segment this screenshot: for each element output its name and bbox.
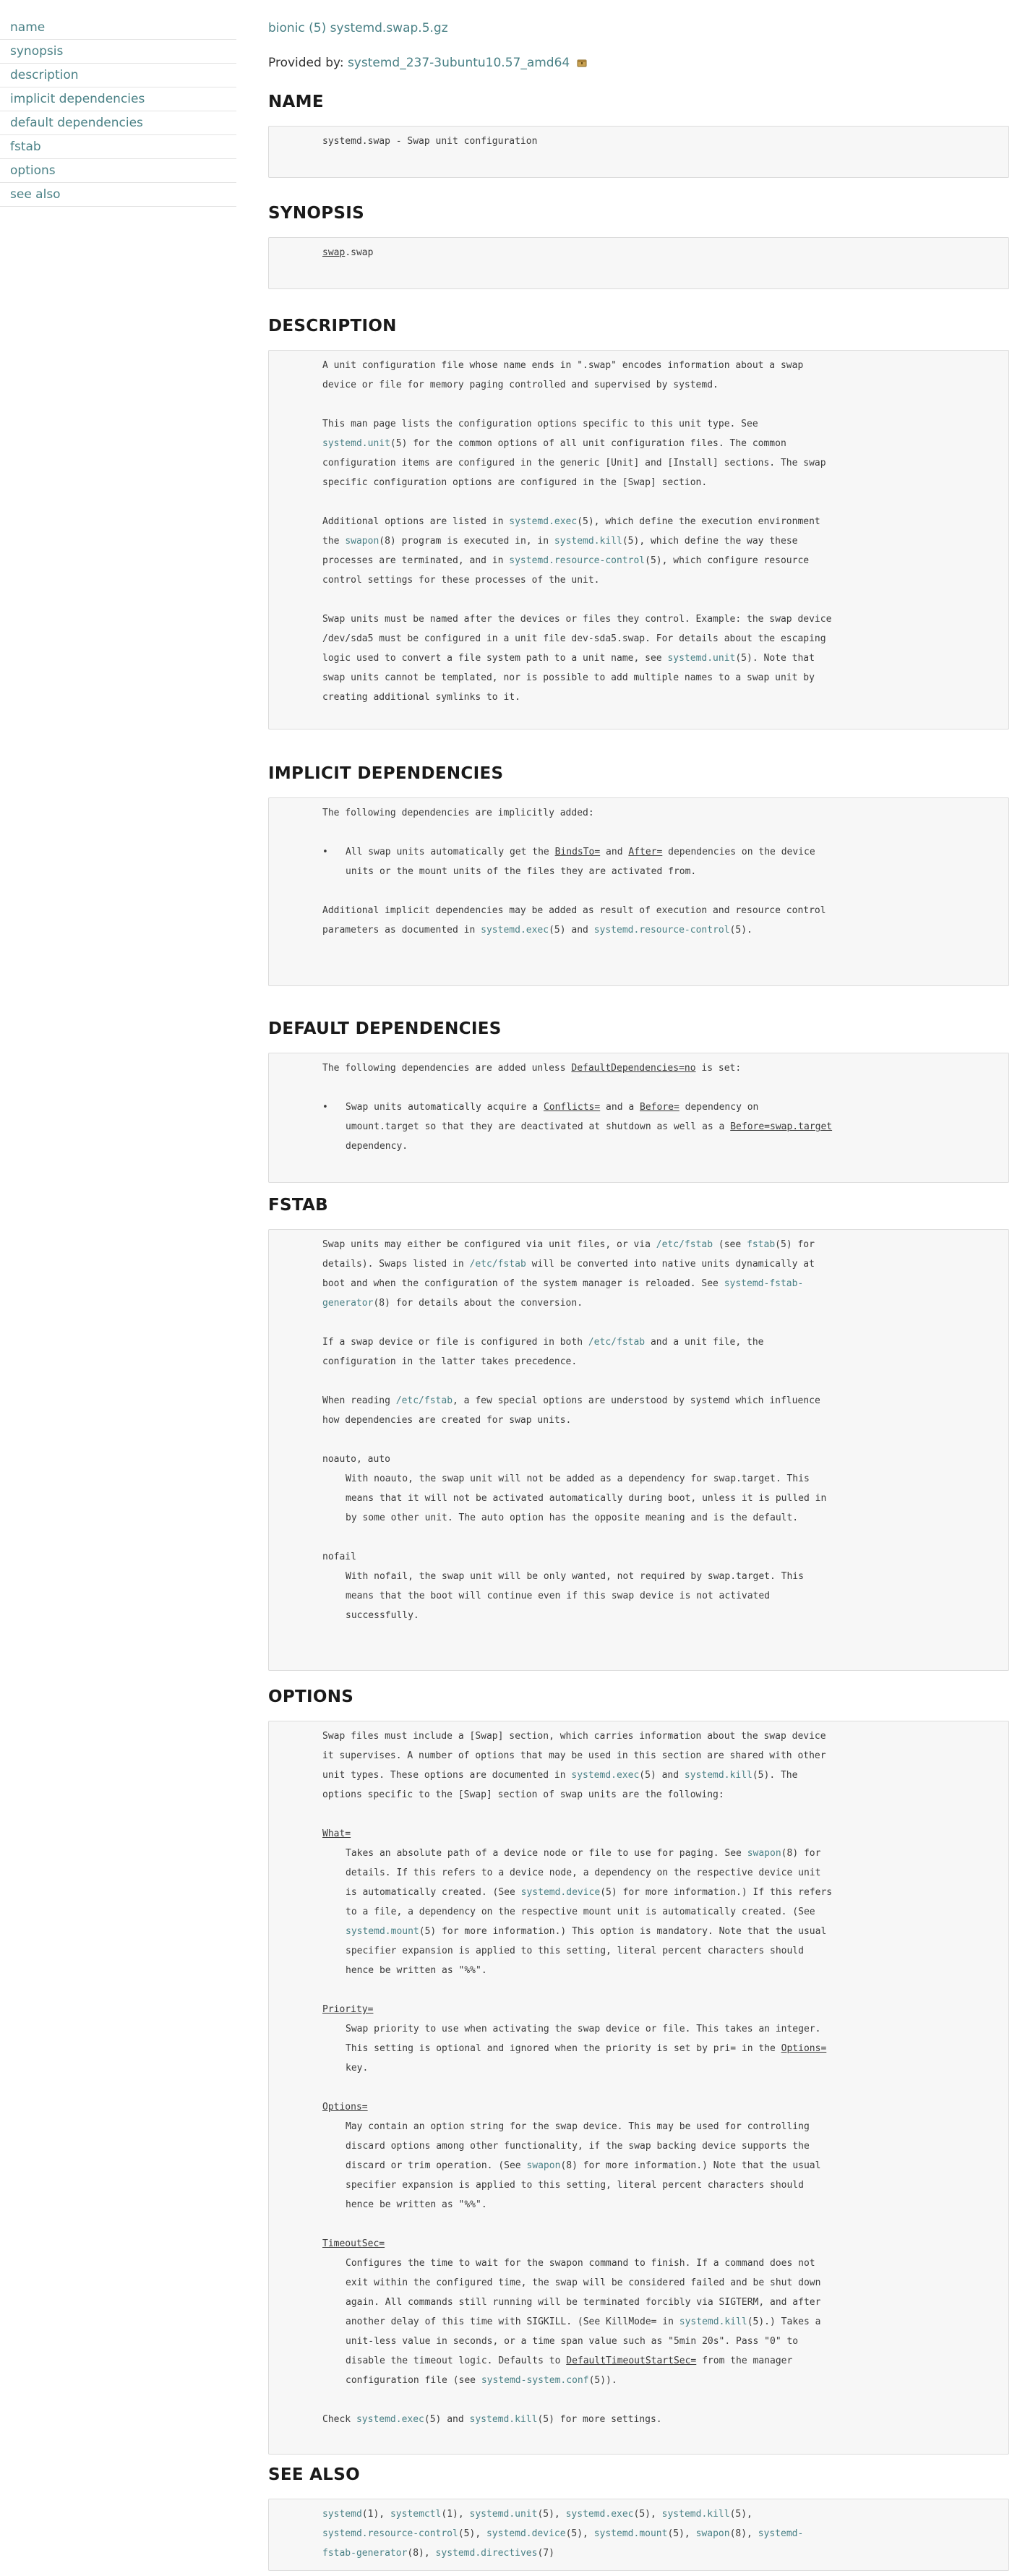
- description-box: A unit configuration file whose name ends in ".swap" encodes information about a swap device or file for memory paging controlled and supervised by systemd. This man page lists the configuration options specific to this unit type. See systemd.unit(5) for the common options of all unit configuration files. The common configuration items are configured in the generic [Unit] and [Install] sections. The swap specific configuration options are configured in the [Swap] section. Additional options are listed in systemd.exec(5), which define the execution environment the swapon(8) program is executed in, in systemd.kill(5), which define the way these processes are terminated, and in systemd.resource-control(5), which configure resource control settings for these processes of the unit. Swap units must be named after the devices or files they control. Example: the swap device /dev/sda5 must be configured in a unit file dev-sda5.swap. For details about the escaping logic used to convert a file system path to a unit name, see systemd.unit(5). Note that swap units cannot be templated, nor is possible to add multiple names to a swap unit by creating additional symlinks to it.: [268, 350, 1009, 729]
- see-also-suffix: (7): [537, 2548, 554, 2559]
- sidebar-item-options[interactable]: options: [0, 159, 236, 183]
- option-term: What=: [322, 1828, 351, 1839]
- link-etc-fstab[interactable]: /etc/fstab: [656, 1239, 713, 1250]
- section-title-name: NAME: [268, 93, 324, 111]
- package-icon: [577, 55, 587, 65]
- section-title-description: DESCRIPTION: [268, 317, 397, 335]
- option-term: TimeoutSec=: [322, 2238, 385, 2249]
- see-also-link[interactable]: systemd-: [758, 2528, 804, 2539]
- see-also-link[interactable]: systemd.kill: [661, 2509, 730, 2520]
- breadcrumb-release-link[interactable]: bionic: [268, 21, 305, 35]
- see-also-link[interactable]: systemd.resource-control: [322, 2528, 458, 2539]
- see-also-suffix: (5),: [565, 2528, 594, 2539]
- package-link[interactable]: systemd_237-3ubuntu10.57_amd64: [347, 56, 570, 70]
- sidebar-item-name[interactable]: name: [0, 16, 236, 40]
- link-systemd-unit-2[interactable]: systemd.unit: [667, 653, 736, 664]
- provided-by: [268, 54, 1009, 72]
- link-etc-fstab-2[interactable]: /etc/fstab: [469, 1259, 526, 1270]
- see-also-line-3: [322, 2543, 994, 2563]
- sidebar-item-fstab[interactable]: fstab: [0, 135, 236, 159]
- see-also-line-1: [322, 2504, 994, 2524]
- link-systemd-exec[interactable]: systemd.exec: [509, 516, 578, 527]
- option-term: nofail: [322, 1552, 356, 1562]
- link-swapon-3[interactable]: swapon: [526, 2160, 561, 2171]
- see-also-suffix: (8),: [729, 2528, 758, 2539]
- sidebar-nav: [0, 16, 236, 207]
- section-title-synopsis: SYNOPSIS: [268, 204, 364, 223]
- link-systemd-mount[interactable]: systemd.mount: [346, 1926, 419, 1937]
- default-box: The following dependencies are added unless DefaultDependencies=no is set: • Swap units automatically acquire a Conflicts= and a Before= dependency on umount.target so that they are deactivated at shutdown as well as a Before=swap.target dependency.: [268, 1053, 1009, 1183]
- sidebar-item-synopsis[interactable]: synopsis: [0, 40, 236, 64]
- option-term: noauto, auto: [322, 1454, 390, 1465]
- link-fstab[interactable]: fstab: [747, 1239, 776, 1250]
- see-also-link[interactable]: systemctl: [390, 2509, 442, 2520]
- link-systemd-kill-4[interactable]: systemd.kill: [469, 2414, 538, 2425]
- link-systemd-resource-control[interactable]: systemd.resource-control: [509, 555, 646, 566]
- options-box: Swap files must include a [Swap] section, which carries information about the swap device it supervises. A number of options that may be used in this section are shared with other unit types. These options are documented in systemd.exec(5) and systemd.kill(5). The options specific to the [Swap] section of swap units are the following: What= Takes an absolute path of a device node or file to use for paging. See swapon(8) for details. If this refers to a device node, a dependency on the respective device unit is automatically created. (See systemd.device(5) for more information.) If this refers to a file, a dependency on the respective mount unit is automatically created. (See systemd.mount(5) for more information.) This option is mandatory. Note that the usual specifier expansion is applied to this setting, literal percent characters should hence be written as "%%". Priority= Swap priority to use when activating the swap device or file. This takes an integer. This setting is optional and ignored when the priority is set by pri= in the Options= key. Options= May contain an option string for the swap device. This may be used for controlling discard options among other functionality, if the swap backing device supports the discard or trim operation. (See swapon(8) for more information.) Note that the usual specifier expansion is applied to this setting, literal percent characters should hence be written as "%%". TimeoutSec= Configures the time to wait for the swapon command to finish. If a command does not exit within the configured time, the swap will be considered failed and be shut down again. All commands still running will be terminated forcibly via SIGTERM, and after another delay of this time with SIGKILL. (See KillMode= in systemd.kill(5).) Takes a unit-less value in seconds, or a time span value such as "5min 20s". Pass "0" to disable the timeout logic. Defaults to DefaultTimeoutStartSec= from the manager configuration file (see systemd-system.conf(5)). Check systemd.exec(5) and systemd.kill(5) for more settings.: [268, 1721, 1009, 2455]
- link-systemd-kill-3[interactable]: systemd.kill: [679, 2316, 747, 2327]
- link-systemd-fstab-generator-cont[interactable]: generator: [322, 1298, 374, 1309]
- section-title-implicit-dependencies: IMPLICIT DEPENDENCIES: [268, 764, 504, 783]
- sidebar-item-implicit-dependencies[interactable]: implicit dependencies: [0, 87, 236, 111]
- synopsis-swap: swap: [322, 247, 346, 258]
- link-etc-fstab-4[interactable]: /etc/fstab: [395, 1395, 453, 1406]
- see-also-suffix: (5),: [458, 2528, 486, 2539]
- name-text: systemd.swap - Swap unit configuration: [322, 136, 538, 147]
- link-systemd-unit[interactable]: systemd.unit: [322, 438, 390, 449]
- link-systemd-device[interactable]: systemd.device: [520, 1887, 601, 1898]
- link-systemd-system-conf[interactable]: systemd-system.conf: [481, 2375, 589, 2386]
- link-systemd-exec-2[interactable]: systemd.exec: [481, 925, 549, 936]
- see-also-suffix: (5),: [667, 2528, 696, 2539]
- see-also-line-2: [322, 2524, 994, 2543]
- see-also-box: [268, 2499, 1009, 2571]
- name-box: [268, 126, 1009, 178]
- main-content: [268, 19, 1009, 2559]
- implicit-box: The following dependencies are implicitly added: • All swap units automatically get the BindsTo= and After= dependencies on the device units or the mount units of the files they are activated from. Additional implicit dependencies may be added as result of execution and resource control parameters as documented in systemd.exec(5) and systemd.resource-control(5).: [268, 797, 1009, 986]
- section-title-default-dependencies: DEFAULT DEPENDENCIES: [268, 1019, 502, 1038]
- see-also-suffix: (8),: [407, 2548, 436, 2559]
- link-swapon-2[interactable]: swapon: [747, 1848, 781, 1859]
- link-systemd-exec-4[interactable]: systemd.exec: [356, 2414, 424, 2425]
- link-swapon[interactable]: swapon: [345, 536, 380, 547]
- see-also-link[interactable]: systemd.device: [486, 2528, 566, 2539]
- fstab-box: Swap units may either be configured via unit files, or via /etc/fstab (see fstab(5) for details). Swaps listed in /etc/fstab will be converted into native units dynamically at boot and when the configuration of the system manager is reloaded. See systemd-fstab- generator(8) for details about the conversion. If a swap device or file is configured in both /etc/fstab and a unit file, the configuration in the latter takes precedence. When reading /etc/fstab, a few special options are understood by systemd which influence how dependencies are created for swap units. noauto, auto With noauto, the swap unit will not be added as a dependency for swap.target. This means that it will not be activated automatically during boot, unless it is pulled in by some other unit. The auto option has the opposite meaning and is the default. nofail With nofail, the swap unit will be only wanted, not required by swap.target. This means that the boot will continue even if this swap device is not activated successfully.: [268, 1229, 1009, 1671]
- section-title-options: OPTIONS: [268, 1687, 354, 1706]
- link-systemd-resource-control-2[interactable]: systemd.resource-control: [593, 925, 730, 936]
- see-also-link[interactable]: systemd.mount: [593, 2528, 668, 2539]
- see-also-link[interactable]: fstab-generator: [322, 2548, 408, 2559]
- breadcrumb-file: systemd.swap.5.gz: [330, 21, 448, 35]
- link-systemd-exec-3[interactable]: systemd.exec: [571, 1770, 640, 1781]
- provided-label: Provided by:: [268, 56, 344, 70]
- breadcrumb-section-num: (5): [309, 21, 327, 35]
- synopsis-line: swap.swap: [322, 247, 374, 258]
- sidebar-item-default-dependencies[interactable]: default dependencies: [0, 111, 236, 135]
- see-also-suffix: (1),: [441, 2509, 470, 2520]
- breadcrumb: [268, 19, 1009, 38]
- see-also-suffix: (5),: [633, 2509, 662, 2520]
- see-also-suffix: (1),: [361, 2509, 390, 2520]
- option-term: Options=: [322, 2102, 368, 2113]
- section-title-fstab: FSTAB: [268, 1196, 329, 1215]
- see-also-link[interactable]: systemd.directives: [435, 2548, 538, 2559]
- link-systemd-kill[interactable]: systemd.kill: [554, 536, 622, 547]
- section-title-see-also: SEE ALSO: [268, 2465, 360, 2484]
- link-etc-fstab-3[interactable]: /etc/fstab: [588, 1337, 646, 1348]
- option-term: Priority=: [322, 2004, 374, 2015]
- sidebar-item-description[interactable]: description: [0, 64, 236, 87]
- link-systemd-fstab-generator[interactable]: systemd-fstab-: [724, 1278, 804, 1289]
- list-item: • All swap units automatically get the BindsTo= and After= dependencies on the device units or the mount units of the files they are activated from.: [322, 847, 815, 877]
- see-also-link[interactable]: systemd.exec: [565, 2509, 634, 2520]
- list-item: • Swap units automatically acquire a Conflicts= and a Before= dependency on umount.target so that they are deactivated at shutdown as well as a Before=swap.target dependency.: [322, 1102, 833, 1152]
- see-also-suffix: (5),: [729, 2509, 752, 2520]
- see-also-link[interactable]: swapon: [695, 2528, 730, 2539]
- see-also-link[interactable]: systemd.unit: [469, 2509, 538, 2520]
- see-also-suffix: (5),: [537, 2509, 566, 2520]
- see-also-link[interactable]: systemd: [322, 2509, 362, 2520]
- synopsis-box: [268, 237, 1009, 289]
- sidebar-item-see-also[interactable]: see also: [0, 183, 236, 207]
- link-systemd-kill-2[interactable]: systemd.kill: [684, 1770, 752, 1781]
